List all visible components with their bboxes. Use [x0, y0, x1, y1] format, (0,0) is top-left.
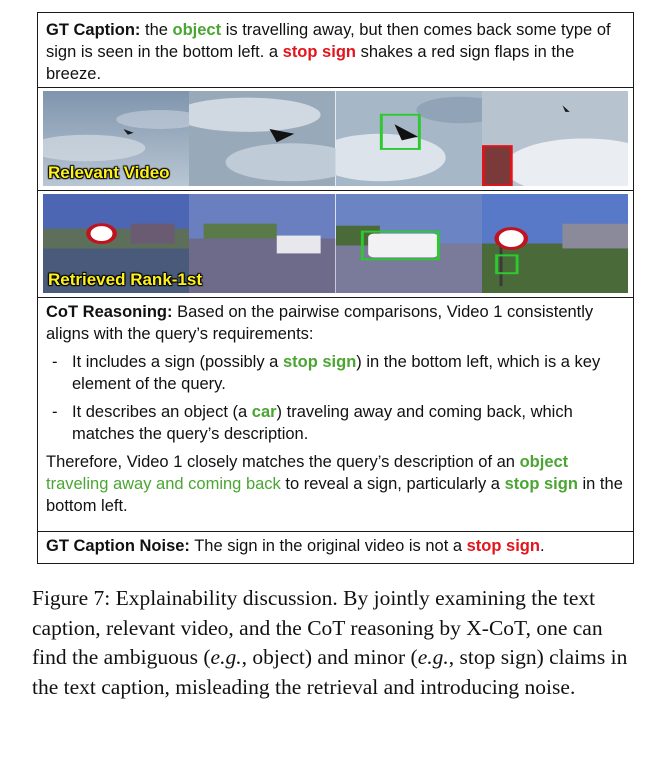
gt-caption-noise-row — [46, 535, 627, 557]
retrieved-frame-4 — [482, 194, 628, 293]
cot-conclusion-text-3: to reveal a sign, particularly a — [280, 475, 505, 493]
cot-reasoning-block — [46, 301, 627, 517]
cot-conclusion-stop-sign: stop sign — [504, 475, 578, 493]
relevant-frame-4 — [482, 91, 628, 186]
relevant-frame-2 — [189, 91, 335, 186]
cot-bullet-2 — [46, 401, 627, 445]
cot-conclusion-text-1: Therefore, Video 1 closely matches the query’s description of an — [46, 453, 520, 471]
gt-caption-row — [46, 19, 627, 85]
cot-conclusion-text-4: in the bottom left. — [46, 475, 623, 515]
relevant-video-strip — [43, 91, 628, 186]
relevant-video-label: Relevant Video — [48, 163, 170, 182]
figure-caption-eg-1: e.g. — [210, 645, 242, 669]
gt-caption-stop-sign: stop sign — [282, 43, 356, 61]
divider — [38, 190, 633, 191]
retrieved-frame-3 — [336, 194, 482, 293]
figure-caption-text-1: Figure 7: Explainability discussion. By jointly examining the text caption, relevant video, and the CoT reasoning by X-CoT, one can find the ambiguous ( — [32, 586, 603, 669]
cot-conclusion-highlight: traveling away and coming back — [46, 475, 281, 493]
figure-panel — [37, 12, 634, 564]
figure-caption-eg-2: e.g. — [417, 645, 449, 669]
gt-caption-text-2: is travelling away, but then comes back some type of sign is seen in the bottom left. a — [46, 21, 611, 61]
noise-label: GT Caption Noise: — [46, 537, 190, 555]
bullet-dash: - — [52, 403, 58, 421]
cot-intro-text: Based on the pairwise comparisons, Video 1 consistently aligns with the query’s requirements: — [46, 303, 594, 343]
cot-bullet-2-text-1: It describes an object (a — [72, 403, 252, 421]
cot-conclusion-object: object — [519, 453, 569, 471]
cot-label: CoT Reasoning: — [46, 303, 173, 321]
noise-stop-sign: stop sign — [466, 537, 540, 555]
figure-caption-text-3: , stop sign) claims in the text caption, misleading the retrieval and introducing noise. — [32, 645, 628, 699]
figure-caption — [32, 584, 642, 702]
figure-caption-text-2: , object) and minor ( — [241, 645, 418, 669]
divider — [38, 531, 633, 532]
noise-text-1: The sign in the original video is not a — [189, 537, 467, 555]
bullet-dash: - — [52, 353, 58, 371]
cot-conclusion — [46, 451, 627, 517]
gt-caption-text-3: shakes a red sign flaps in the breeze. — [46, 43, 575, 83]
cot-bullet-2-text-2: ) traveling away and coming back, which matches the query’s description. — [72, 403, 573, 443]
gt-caption-object: object — [172, 21, 222, 39]
divider — [38, 87, 633, 88]
cot-bullet-1-text-2: ) in the bottom left, which is a key element of the query. — [72, 353, 601, 393]
cot-bullet-1-highlight: stop sign — [282, 353, 357, 371]
retrieved-video-strip — [43, 194, 628, 293]
cot-bullet-1-text-1: It includes a sign (possibly a — [72, 353, 283, 371]
noise-text-2: . — [539, 537, 545, 555]
retrieved-video-label: Retrieved Rank-1st — [48, 270, 203, 289]
retrieved-frame-2 — [189, 194, 335, 293]
divider — [38, 297, 633, 298]
cot-bullet-1 — [46, 351, 627, 395]
cot-intro — [46, 301, 627, 345]
relevant-frame-3 — [336, 91, 482, 186]
gt-caption-label: GT Caption: — [46, 21, 141, 39]
cot-bullet-2-highlight: car — [251, 403, 277, 421]
gt-caption-text-1: the — [140, 21, 173, 39]
